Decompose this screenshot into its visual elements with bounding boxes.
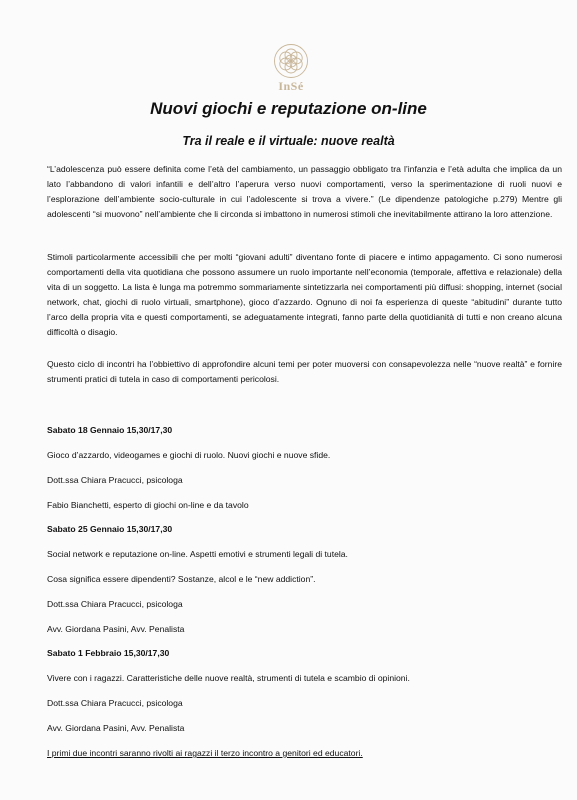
session-date: Sabato 1 Febbraio 15,30/17,30 [47,648,170,658]
session-topic: Social network e reputazione on-line. Aspetti emotivi e strumenti legali di tutela. [47,549,348,559]
session-date: Sabato 18 Gennaio 15,30/17,30 [47,425,173,435]
page-title: Nuovi giochi e reputazione on-line [150,99,427,118]
body-paragraph: Stimoli particolarmente accessibili che per molti “giovani adulti” diventano fonte di piacere e intimo appagamento. Ci sono numerosi comportamenti della vita quotidiana che possono assumere un ruolo importante nell’economia (temporale, affettiva e relazionale) della vita di un soggetto. La lista è lunga ma potremmo sommariamente sintetizzarla nei comportamenti più diffusi: shopping, internet (social network, chat, giochi di ruolo virtuali, smartphone), gioco d’azzardo. Ognuno di noi fa esperienza di queste “abitudini” durante tutto l’arco della propria vita e questi comportamenti, se adeguatamente integrati, fanno parte della quotidianità di tutti e non creano alcuna difficoltà o disagio. [47,252,562,337]
intro-paragraph: “L’adolescenza può essere definita come l’età del cambiamento, un passaggio obbligato tra l’infanzia e l’età adulta che implica da un lato l’abbandono di valori infantili e dell’altro l’aperura verso nuovi comportamenti, verso la sperimentazione di ruoli nuovi e l’esplorazione dell’ambiente socio-culturale in cui l’adolescente si trova a vivere.” (Le dipendenze patologiche p.279) Mentre gli adolescenti “si muovono” nell’ambiente che li circonda si imbattono in numerosi stimoli che inevitabilmente attirano la loro attenzione. [47,164,562,219]
goal-paragraph: Questo ciclo di incontri ha l’obbiettivo di approfondire alcuni temi per poter muoversi con consapevolezza nelle “nuove realtà” e fornire strumenti pratici di tutela in caso di comportamenti pericolosi. [47,359,562,384]
page-subtitle: Tra il reale e il virtuale: nuove realtà [182,134,395,148]
session-topic: Cosa significa essere dipendenti? Sostanze, alcol e le “new addiction”. [47,574,316,584]
session-date: Sabato 25 Gennaio 15,30/17,30 [47,524,173,534]
session-speaker: Avv. Giordana Pasini, Avv. Penalista [47,723,185,733]
session-speaker: Fabio Bianchetti, esperto di giochi on-line e da tavolo [47,500,249,510]
session-topic: Gioco d’azzardo, videogames e giochi di ruolo. Nuovi giochi e nuove sfide. [47,450,331,460]
logo-text: InSé [278,79,304,93]
session-speaker: Dott.ssa Chiara Pracucci, psicologa [47,475,183,485]
session-topic: Vivere con i ragazzi. Caratteristiche delle nuove realtà, strumenti di tutela e scambio di opinioni. [47,673,410,683]
session-speaker: Dott.ssa Chiara Pracucci, psicologa [47,599,183,609]
session-speaker: Dott.ssa Chiara Pracucci, psicologa [47,698,183,708]
footer-note: I primi due incontri saranno rivolti ai ragazzi il terzo incontro a genitori ed educatori. [47,748,363,758]
session-speaker: Avv. Giordana Pasini, Avv. Penalista [47,624,185,634]
flower-of-life-icon [273,43,309,79]
